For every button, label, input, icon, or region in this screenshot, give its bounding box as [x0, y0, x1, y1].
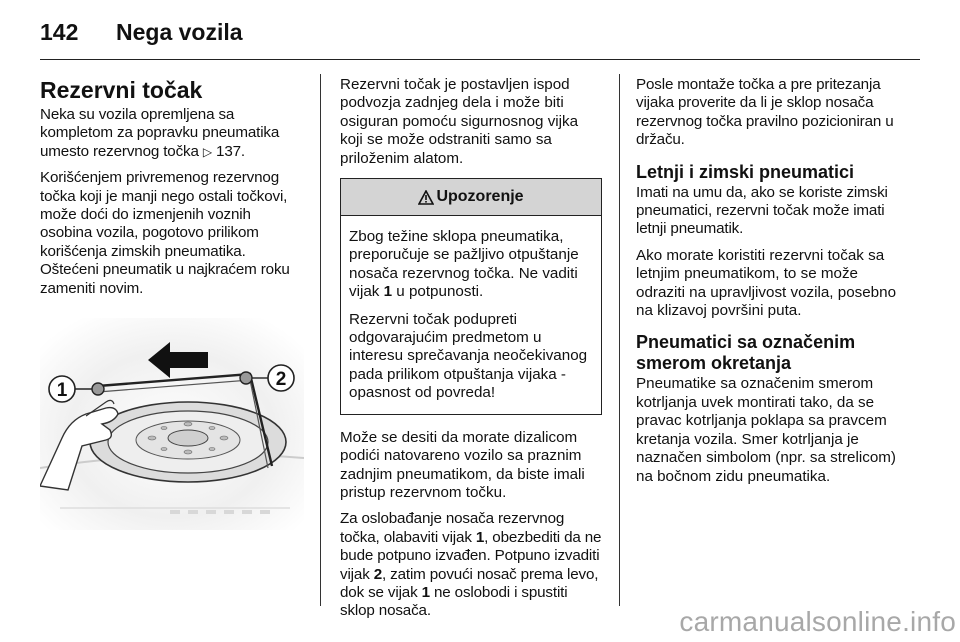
page-number: 142 — [40, 19, 79, 45]
summer-tyre-paragraph: Ako morate koristiti rezervni točak sa letnjim pneumatikom, to se može odraziti na upravljivost vozila, posebno na klizavoj površini puta. — [636, 246, 897, 320]
warning-triangle-icon — [418, 190, 434, 205]
release-text-d: ne oslobodi i spustiti sklop nosača. — [340, 583, 568, 620]
page-reference-arrow-icon: ▷ — [202, 144, 212, 159]
summer-winter-tyres-heading: Letnji i zimski pneumatici — [636, 161, 855, 182]
repair-kit-text: Neka su vozila opremljena sa kompletom za popravku pneumatika umesto rezervnog točka — [40, 106, 280, 160]
jack-paragraph: Može se desiti da morate dizalicom podići natovareno vozilo sa praznim zadnjim pneumatikom, da biste imali pristup rezervnom točku. — [340, 428, 585, 501]
directional-tyres-heading: Pneumatici sa označenim smerom okretanja — [636, 332, 856, 374]
column-2 — [340, 76, 602, 629]
mounting-check-paragraph: Posle montaže točka a pre pritezanja vijaka proverite da li je sklop nosača rezervnog točka pravilno pozicioniran u držaču. — [636, 76, 894, 149]
page-reference-link[interactable]: 137. — [216, 142, 245, 160]
release-text-c: , zatim povući nosač prema levo, dok se vijak — [340, 565, 599, 601]
spare-wheel-location-paragraph: Rezervni točak je postavljen ispod podvozja zadnjeg dela i može biti osiguran pomoću sigurnosnog vijka koji se može odstraniti samo sa priloženim alatom. — [340, 76, 579, 167]
screw-number: 1 — [421, 583, 430, 601]
winter-tyres-paragraph: Imati na umu da, ako se koriste zimski pneumatici, rezervni točak može imati letnji pneumatik. — [636, 183, 888, 238]
spare-wheel-illustration — [40, 318, 304, 530]
directional-tyres-paragraph: Pneumatike sa označenim smerom kotrljanja uvek montirati tako, da se pravac kotrljanja poklapa sa pravcem kretanja vozila. Smer kotrljanja je naznačen simbolom (npr. sa strelicom) na bočnom zidu pneumatika. — [636, 375, 896, 485]
warning-text-1: Zbog težine sklopa pneumatika, preporučuje se pažljivo otpuštanje nosača rezervnog točka. Ne vaditi vijak — [349, 228, 579, 301]
release-carrier-paragraph — [340, 510, 602, 620]
screw-number: 1 — [383, 283, 393, 301]
warning-header — [341, 179, 601, 216]
warning-body — [341, 216, 601, 414]
warning-paragraph-2: Rezervni točak podupreti odgovarajućim predmetom u interesu sprečavanja neočekivanog pada prilikom otpuštanja vijaka - opasnost od povreda! — [349, 310, 588, 402]
column-3 — [636, 76, 902, 494]
warning-text-1-end: u potpunosti. — [392, 283, 484, 301]
screw-number: 1 — [475, 528, 485, 546]
release-text-b: , obezbediti da ne bude potpuno izvađen. Potpuno izvaditi vijak — [340, 528, 602, 583]
column-divider-2 — [619, 74, 620, 606]
column-divider-1 — [320, 74, 321, 606]
figure-label-2: 2 — [275, 369, 287, 391]
warning-paragraph-1 — [349, 228, 595, 302]
temporary-wheel-paragraph: Korišćenjem privremenog rezervnog točka koji je manji nego ostali točkovi, može doći do izmenjenih voznih osobina vozila, pogotovo prilikom korišćenja zimskih pneumatika. Oštećeni pneumatik u najkraćem roku zameniti novim. — [40, 169, 290, 297]
column-1 — [40, 76, 304, 535]
watermark: carmanualsonline.info — [679, 606, 956, 637]
page-header — [40, 16, 920, 52]
release-text-a: Za oslobađanje nosača rezervnog točka, olabaviti vijak — [340, 510, 565, 546]
spare-wheel-heading: Rezervni točak — [40, 77, 203, 103]
figure-label-1: 1 — [56, 380, 68, 402]
screw-number: 2 — [373, 565, 382, 583]
section-title: Nega vozila — [116, 19, 243, 45]
repair-kit-paragraph — [40, 106, 304, 161]
header-rule — [40, 59, 920, 60]
warning-title: Upozorenje — [436, 188, 524, 206]
warning-box — [340, 178, 602, 415]
